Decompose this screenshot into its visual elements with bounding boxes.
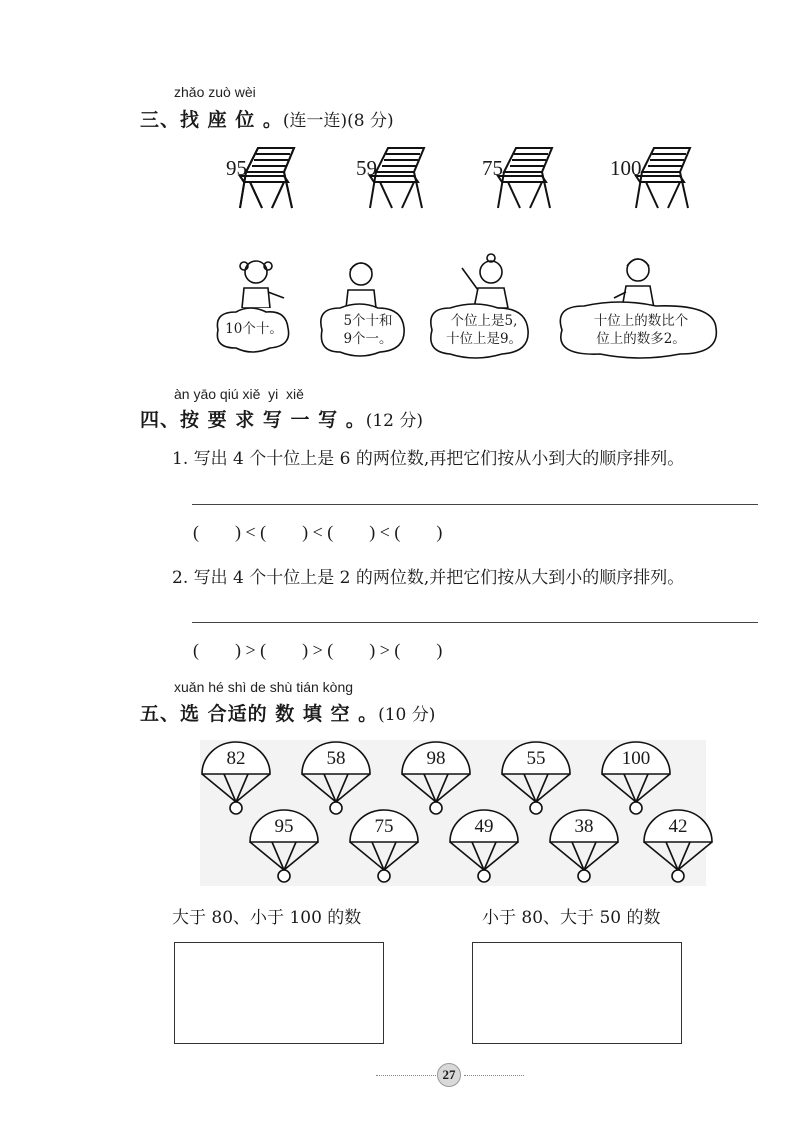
parachute-number[interactable]: 49	[474, 816, 494, 837]
chair-number: 95	[226, 156, 247, 180]
section4-title-text: 四、按 要 求 写 一 写 。	[140, 409, 366, 431]
chair-icon	[370, 148, 424, 208]
section4-score: (12 分)	[365, 411, 424, 431]
box-left-label: 大于 80、小于 100 的数	[172, 908, 362, 928]
answer-box-right[interactable]	[472, 942, 682, 1044]
parachute-number[interactable]: 55	[526, 748, 546, 769]
parachute-number[interactable]: 75	[374, 816, 394, 837]
parachute-number[interactable]: 42	[668, 816, 688, 837]
chair-icon	[636, 148, 690, 208]
bubble-text: 10个十。	[225, 321, 283, 337]
question-2: 2. 写出 4 个十位上是 2 的两位数,并把它们按从大到小的顺序排列。	[172, 568, 685, 588]
chair-number: 100	[610, 156, 642, 180]
parachute-number[interactable]: 82	[226, 748, 246, 769]
descending-brackets[interactable]: ( ) > ( ) > ( ) > ( )	[193, 640, 443, 660]
bubble-text: 5个十和 9个一。	[343, 313, 393, 347]
parachute-number[interactable]: 38	[574, 816, 594, 837]
footer-dots-left	[376, 1075, 436, 1076]
bubble-text: 个位上是5, 十位上是9。	[445, 313, 523, 347]
chair-number: 75	[482, 156, 503, 180]
parachute-number[interactable]: 95	[274, 816, 294, 837]
section3-pinyin: zhǎo zuò wèi	[174, 84, 256, 100]
section5-pinyin: xuǎn hé shì de shù tián kòng	[174, 679, 354, 695]
answer-box-left[interactable]	[174, 942, 384, 1044]
question-1: 1. 写出 4 个十位上是 6 的两位数,再把它们按从小到大的顺序排列。	[172, 449, 685, 469]
footer-dots-right	[464, 1075, 524, 1076]
section5-score: (10 分)	[378, 705, 436, 725]
section3-title-text: 三、找 座 位 。	[140, 109, 283, 131]
page-number: 27	[437, 1063, 461, 1087]
parachute-number[interactable]: 58	[326, 748, 346, 769]
answer-line-2[interactable]	[192, 622, 758, 623]
box-right-label: 小于 80、大于 50 的数	[482, 908, 661, 928]
answer-line-1[interactable]	[192, 504, 758, 505]
bubble-text: 十位上的数比个 位上的数多2。	[593, 313, 689, 347]
section3-score: (连一连)(8 分)	[282, 111, 394, 131]
section5-title-text: 五、选 合适的 数 填 空 。	[140, 703, 379, 725]
section5-title	[140, 699, 435, 726]
section4-pinyin: àn yāo qiú xiě yi xiě	[174, 386, 304, 402]
chairs-illustration	[226, 142, 720, 214]
parachute-number[interactable]: 98	[426, 748, 446, 769]
section4-title	[140, 405, 423, 432]
chair-icon	[498, 148, 552, 208]
chair-number: 59	[356, 156, 377, 180]
section3-title	[140, 105, 394, 132]
parachute-number[interactable]: 100	[621, 748, 651, 769]
ascending-brackets[interactable]: ( ) < ( ) < ( ) < ( )	[193, 522, 443, 542]
chair-icon	[240, 148, 294, 208]
